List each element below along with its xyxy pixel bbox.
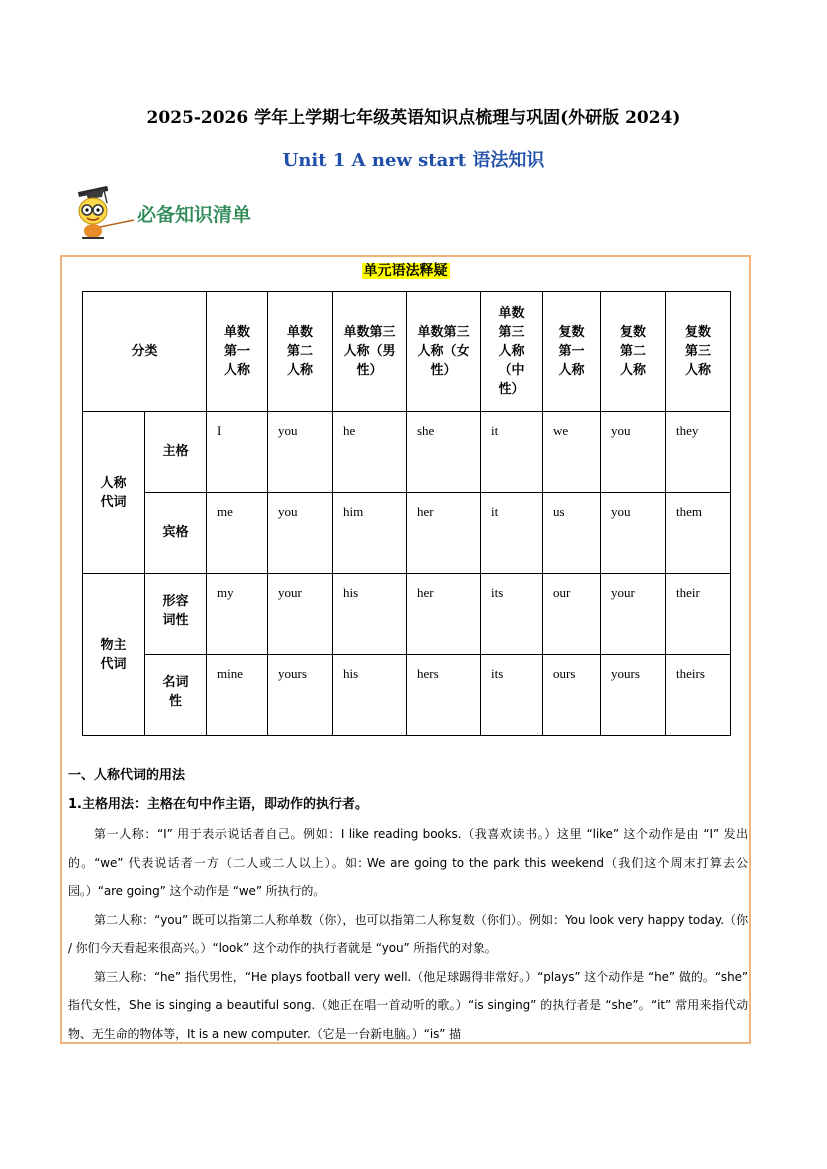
unit-subtitle: Unit 1 A new start 语法知识 (282, 150, 545, 171)
table-cell: our (543, 574, 601, 655)
table-cell: him (333, 493, 407, 574)
table-cell: hers (407, 655, 481, 736)
column-header: 单数第二人称 (268, 292, 333, 412)
group-label: 物主代词 (83, 574, 145, 736)
table-cell: he (333, 412, 407, 493)
table-cell: you (601, 412, 666, 493)
table-cell: they (666, 412, 731, 493)
group-label: 人称代词 (83, 412, 145, 574)
table-cell: his (333, 574, 407, 655)
table-cell: you (268, 493, 333, 574)
row-label: 宾格 (145, 493, 207, 574)
column-header: 复数第二人称 (601, 292, 666, 412)
article-body (68, 764, 748, 1044)
table-cell: my (207, 574, 268, 655)
table-cell: yours (268, 655, 333, 736)
table-cell: theirs (666, 655, 731, 736)
box-title-text: 单元语法释疑 (363, 263, 448, 279)
paragraph: 第一人称：“I” 用于表示说话者自己。例如：I like reading books.（我喜欢读书。）这里 “like” 这个动作是由 “I” 发出的。“we” 代表说话者一方（二人或二人以上）。如: We are going to the park this weekend（我们这个周末打算去公园。）“are going” 这个动作是 “we” 所执行的。 (68, 827, 748, 898)
table-cell: yours (601, 655, 666, 736)
table-cell: me (207, 493, 268, 574)
table-cell: your (268, 574, 333, 655)
table-cell: mine (207, 655, 268, 736)
pronoun-table (82, 291, 731, 736)
table-cell: its (481, 655, 543, 736)
table-cell: she (407, 412, 481, 493)
grammar-box (60, 255, 751, 1044)
paragraph: 第三人称：“he” 指代男性，“He plays football very well.（他足球踢得非常好。）“plays” 这个动作是 “he” 做的。“she” 指代女性，She is singing a beautiful song.（她正在唱一首动听的歌。）“is singing” 的执行者是 “she”。“it” 常用来指代动物、无生命的物体等，It is a new computer.（它是一台新电脑。）“is” 描 (68, 969, 748, 1041)
table-cell: you (268, 412, 333, 493)
table-cell: it (481, 412, 543, 493)
paragraph: 第二人称：“you” 既可以指第二人称单数（你），也可以指第二人称复数（你们）。例如：You look very happy today.（你 / 你们今天看起来很高兴。）“look” 这个动作的执行者就是 “you” 所指代的对象。 (68, 912, 748, 955)
table-cell: your (601, 574, 666, 655)
column-header: 单数第三人称（中性） (481, 292, 543, 412)
row-label: 形容词性 (145, 574, 207, 655)
header-category: 分类 (83, 292, 207, 412)
table-cell: you (601, 493, 666, 574)
table-cell: his (333, 655, 407, 736)
subsection-title: 1.主格用法：主格在句中作主语，即动作的执行者。 (68, 797, 368, 812)
box-title (62, 260, 749, 280)
table-cell: its (481, 574, 543, 655)
table-cell: their (666, 574, 731, 655)
document-title: 2025-2026 学年上学期七年级英语知识点梳理与巩固(外研版 2024) (146, 108, 681, 128)
row-label: 主格 (145, 412, 207, 493)
row-label: 名词性 (145, 655, 207, 736)
column-header: 复数第一人称 (543, 292, 601, 412)
scholar-mascot-icon (74, 183, 136, 241)
table-cell: I (207, 412, 268, 493)
column-header: 单数第一人称 (207, 292, 268, 412)
table-cell: it (481, 493, 543, 574)
table-cell: us (543, 493, 601, 574)
table-cell: them (666, 493, 731, 574)
table-cell: her (407, 574, 481, 655)
table-cell: we (543, 412, 601, 493)
column-header: 复数第三人称 (666, 292, 731, 412)
column-header: 单数第三人称（男性） (333, 292, 407, 412)
section-title: 一、人称代词的用法 (68, 768, 186, 783)
section-heading: 必备知识清单 (137, 204, 252, 226)
table-cell: ours (543, 655, 601, 736)
table-cell: her (407, 493, 481, 574)
column-header: 单数第三人称（女性） (407, 292, 481, 412)
